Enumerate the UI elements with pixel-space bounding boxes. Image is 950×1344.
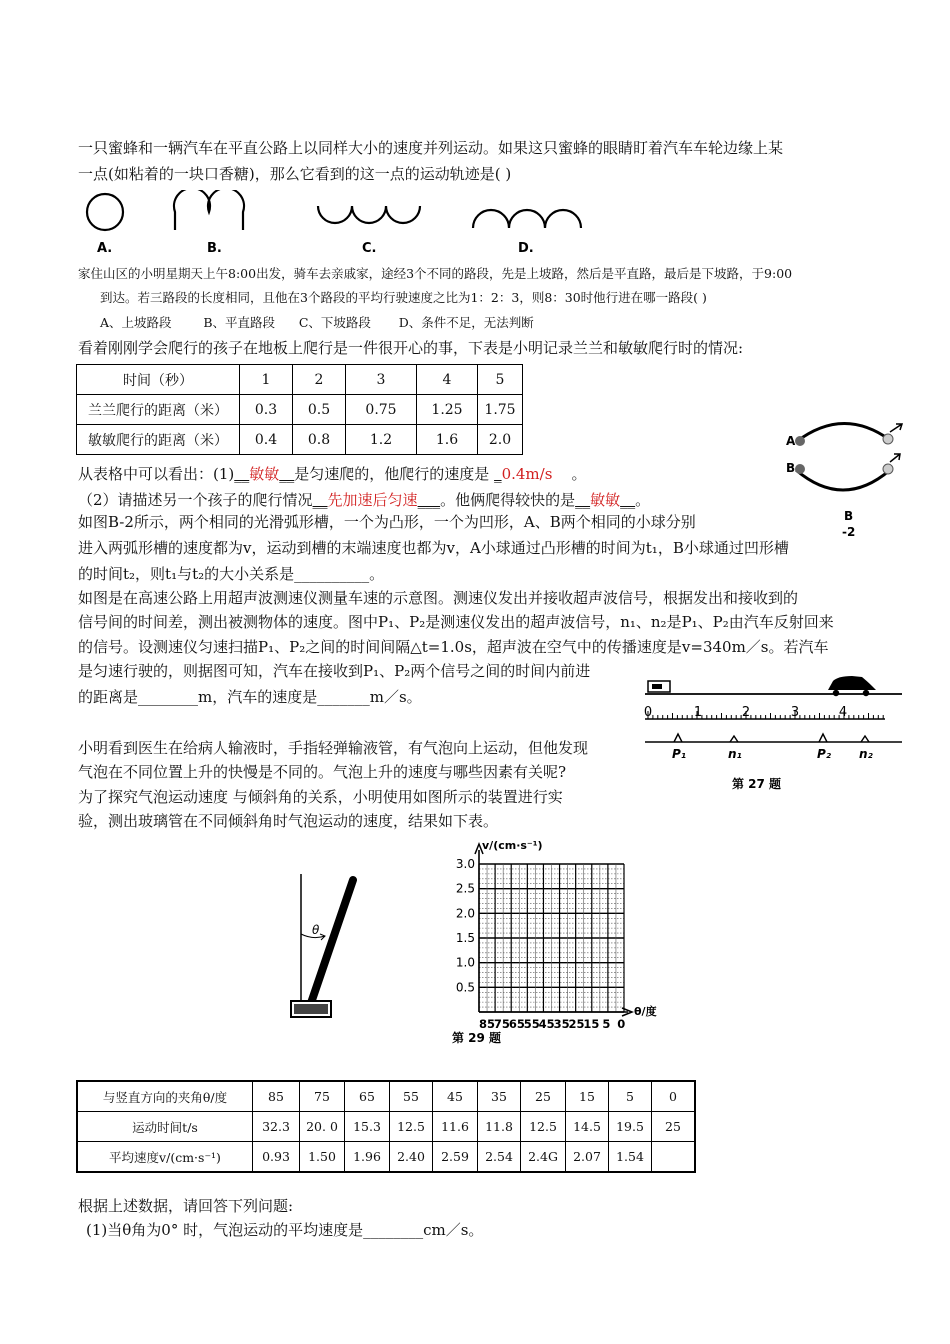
table-cell: 2.54	[478, 1142, 521, 1173]
table-cell: 1.2	[346, 425, 417, 455]
x-tick-label: 65	[508, 1017, 525, 1031]
figure-27-caption: 第 27 题	[732, 777, 782, 791]
q4-line-1: 如图B-2所示，两个相同的光滑弧形槽，一个为凸形，一个为凹形，A、B两个相同的小球分别	[78, 513, 696, 531]
table-cell: 2.07	[566, 1142, 609, 1173]
q3-answer-1: 从表格中可以看出：(1)__敏敏__是匀速爬的，他爬行的速度是 _0.4m/s 。	[78, 465, 587, 483]
table-cell: 2.40	[390, 1142, 433, 1173]
table-cell: 2.4G	[521, 1142, 566, 1173]
scale-number: 0	[643, 705, 653, 720]
row-label: 与竖直方向的夹角θ/度	[77, 1081, 253, 1112]
q6-line-1: 小明看到医生在给病人输液时，手指轻弹输液管，有气泡向上运动，但他发现	[78, 739, 589, 757]
option-d-label: D.	[518, 241, 534, 256]
option-b-label: B.	[207, 241, 222, 256]
table-cell: 1.50	[300, 1142, 345, 1173]
figure-29-caption: 第 29 题	[452, 1031, 502, 1045]
table-cell: 0.3	[240, 395, 293, 425]
chart-grid	[479, 864, 624, 1012]
scale-number: 2	[741, 705, 751, 720]
q3-intro: 看着刚刚学会爬行的孩子在地板上爬行是一件很开心的事，下表是小明记录兰兰和敏敏爬行时的情况:	[78, 339, 744, 357]
q5-line-3: 的信号。设测速仪匀速扫描P₁、P₂之间的时间间隔△t=1.0s，超声波在空气中的传播速度是v=340m／s。若汽车	[78, 638, 829, 656]
x-axis-label: θ/度	[634, 1005, 657, 1018]
table-cell: 0.93	[253, 1142, 300, 1173]
convex-groove	[796, 423, 890, 442]
table-cell: 20. 0	[300, 1112, 345, 1142]
table-cell: 敏敏爬行的距离（米）	[77, 425, 240, 455]
fig-label-b: B	[786, 461, 796, 475]
y-axis-label: v/(cm·s⁻¹)	[482, 839, 543, 852]
option-c-cusp-curve-icon	[318, 206, 420, 223]
pulse-n2	[861, 736, 869, 742]
y-tick-label: 1.5	[455, 931, 475, 945]
q1-trajectory-options	[75, 190, 615, 258]
table-cell: 11.6	[433, 1112, 478, 1142]
table-cell: 1.54	[609, 1142, 652, 1173]
q2-choices: A、上坡路段 B、平直路段 C、下坡路段 D、条件不足，无法判断	[100, 315, 534, 330]
scale-number: 1	[693, 705, 703, 720]
q5-line-1: 如图是在高速公路上用超声波测速仪测量车速的示意图。测速仪发出并接收超声波信号，根据发出和接收到的	[78, 589, 799, 607]
table-cell: 75	[300, 1081, 345, 1112]
table-cell: 25	[521, 1081, 566, 1112]
ball-b	[795, 464, 805, 474]
table-cell: 1	[240, 365, 293, 395]
ball-icon	[883, 434, 893, 444]
answer-fill: 敏敏	[590, 491, 621, 509]
mark-n1: n₁	[728, 747, 742, 761]
figure-27-speed-detector	[640, 672, 910, 797]
q5-line-2: 信号间的时间差，测出被测物体的速度。图中P₁、P₂是测速仪发出的超声波信号，n₁、n₂是P₁、P₂由汽车反射回来	[78, 613, 834, 631]
option-b-loop-curve-icon	[174, 190, 244, 230]
table-cell	[652, 1142, 696, 1173]
pulse-n1	[730, 736, 738, 742]
car-icon	[828, 676, 876, 690]
y-tick-label: 2.0	[455, 906, 475, 921]
q5-line-4: 是匀速行驶的，则据图可知，汽车在接收到P₁、P₂两个信号之间的时间内前进	[78, 662, 591, 680]
table-row	[77, 425, 523, 455]
option-a-label: A.	[97, 241, 113, 256]
table-cell: 兰兰爬行的距离（米）	[77, 395, 240, 425]
table-cell: 14.5	[566, 1112, 609, 1142]
q1-line-1: 一只蜜蜂和一辆汽车在平直公路上以同样大小的速度并列运动。如果这只蜜蜂的眼睛盯着汽车车轮边缘上某	[78, 139, 784, 157]
pulse-p1	[674, 734, 682, 742]
table-cell: 2.59	[433, 1142, 478, 1173]
y-tick-label: 0.5	[455, 980, 475, 995]
table-cell: 5	[478, 365, 523, 395]
q1-line-2: 一点(如粘着的一块口香糖)，那么它看到的这一点的运动轨迹是( )	[78, 165, 512, 183]
row-label: 运动时间t/s	[77, 1112, 253, 1142]
figure-b2-arc-grooves	[778, 412, 918, 542]
table-cell: 1.6	[417, 425, 478, 455]
answer-speed: 0.4m/s	[501, 465, 553, 483]
q2-line-2: 到达。若三路段的长度相同，且他在3个路段的平均行驶速度之比为1：2：3，则8：30时他行进在哪一路段( )	[100, 290, 707, 305]
table-cell: 11.8	[478, 1112, 521, 1142]
q6-after-1: 根据上述数据，请回答下列问题:	[78, 1197, 294, 1215]
table-cell: 1.96	[345, 1142, 390, 1173]
table-cell: 0.5	[293, 395, 346, 425]
answer-fill: 敏敏	[249, 465, 280, 483]
concave-groove	[796, 470, 890, 490]
arrow-icon	[890, 424, 902, 432]
table-cell: 4	[417, 365, 478, 395]
table-cell: 35	[478, 1081, 521, 1112]
scale-number: 3	[790, 705, 800, 720]
q5-line-5: 的距离是________m，汽车的速度是_______m／s。	[78, 688, 422, 706]
q6-line-2: 气泡在不同位置上升的快慢是不同的。气泡上升的速度与哪些因素有关呢?	[78, 763, 567, 781]
table-row	[77, 1142, 695, 1173]
x-tick-label: 85	[478, 1017, 496, 1031]
table-cell: 2.0	[478, 425, 523, 455]
q6-after-2: (1)当θ角为0° 时，气泡运动的平均速度是________cm／s。	[86, 1221, 484, 1239]
x-tick-label: 25	[568, 1017, 585, 1031]
answer-fill: 先加速后匀速	[327, 491, 418, 509]
table-cell: 0	[652, 1081, 696, 1112]
mark-n2: n₂	[859, 747, 873, 761]
table-cell: 32.3	[253, 1112, 300, 1142]
q3-answer-2: （2）请描述另一个孩子的爬行情况__先加速后匀速___。他俩爬得较快的是__敏敏__。	[78, 491, 651, 509]
x-tick-label: 45	[538, 1017, 555, 1031]
option-d-arch-curve-icon	[473, 210, 581, 228]
pulse-p2	[819, 734, 827, 742]
table-cell: 19.5	[609, 1112, 652, 1142]
fig-label-a: A	[786, 434, 796, 448]
tilted-tube-apparatus	[280, 864, 360, 1024]
table-cell: 15	[566, 1081, 609, 1112]
y-tick-label: 3.0	[455, 857, 475, 871]
q6-line-4: 验，测出玻璃管在不同倾斜角时气泡运动的速度，结果如下表。	[78, 812, 499, 830]
scale-ticks	[648, 711, 883, 719]
table-row	[77, 365, 523, 395]
glass-tube	[311, 880, 353, 1003]
q4-line-3: 的时间t₂，则t₁与t₂的大小关系是__________。	[78, 565, 385, 583]
q2-line-1: 家住山区的小明星期天上午8:00出发，骑车去亲戚家，途经3个不同的路段，先是上坡路，然后是平直路，最后是下坡路，于9:00	[78, 266, 793, 281]
fig-caption: B	[844, 509, 854, 523]
mark-p1: P₁	[672, 747, 687, 761]
velocity-angle-chart	[448, 838, 688, 1056]
table-cell: 15.3	[345, 1112, 390, 1142]
bubble-data-table	[76, 1080, 696, 1173]
table-cell: 1.25	[417, 395, 478, 425]
table-cell: 0.75	[346, 395, 417, 425]
table-cell: 1.75	[478, 395, 523, 425]
table-cell: 2	[293, 365, 346, 395]
table-row	[77, 395, 523, 425]
table-cell: 12.5	[390, 1112, 433, 1142]
ball-a	[795, 436, 805, 446]
scale-number: 4	[838, 705, 848, 720]
option-a-circle-icon	[87, 194, 123, 230]
x-tick-label: 35	[553, 1017, 570, 1031]
table-cell: 45	[433, 1081, 478, 1112]
crawl-table	[76, 364, 523, 455]
arrow-icon	[890, 454, 900, 462]
table-cell: 12.5	[521, 1112, 566, 1142]
ball-icon	[883, 464, 893, 474]
x-tick-label: 0	[617, 1017, 626, 1031]
table-cell: 25	[652, 1112, 696, 1142]
y-tick-label: 2.5	[455, 881, 475, 896]
table-row	[77, 1112, 695, 1142]
table-cell: 3	[346, 365, 417, 395]
theta-label: θ	[312, 923, 320, 937]
y-tick-label: 1.0	[455, 955, 475, 970]
table-cell: 65	[345, 1081, 390, 1112]
row-label: 平均速度v/(cm·s⁻¹)	[77, 1142, 253, 1173]
table-cell: 时间（秒）	[77, 365, 240, 395]
option-c-label: C.	[362, 241, 377, 256]
table-cell: 0.8	[293, 425, 346, 455]
q6-line-3: 为了探究气泡运动速度 与倾斜角的关系，小明使用如图所示的装置进行实	[78, 788, 563, 806]
table-cell: 55	[390, 1081, 433, 1112]
x-tick-label: 5	[602, 1017, 611, 1031]
table-cell: 0.4	[240, 425, 293, 455]
table-cell: 85	[253, 1081, 300, 1112]
x-tick-label: 55	[523, 1017, 540, 1031]
x-tick-label: 15	[583, 1017, 600, 1031]
fig-caption-2: -2	[842, 525, 856, 539]
mark-p2: P₂	[817, 747, 832, 761]
x-tick-label: 75	[493, 1017, 510, 1031]
table-cell: 5	[609, 1081, 652, 1112]
table-row	[77, 1081, 695, 1112]
q4-line-2: 进入两弧形槽的速度都为v，运动到槽的末端速度也都为v，A小球通过凸形槽的时间为t₁，B小球通过凹形槽	[78, 539, 789, 557]
